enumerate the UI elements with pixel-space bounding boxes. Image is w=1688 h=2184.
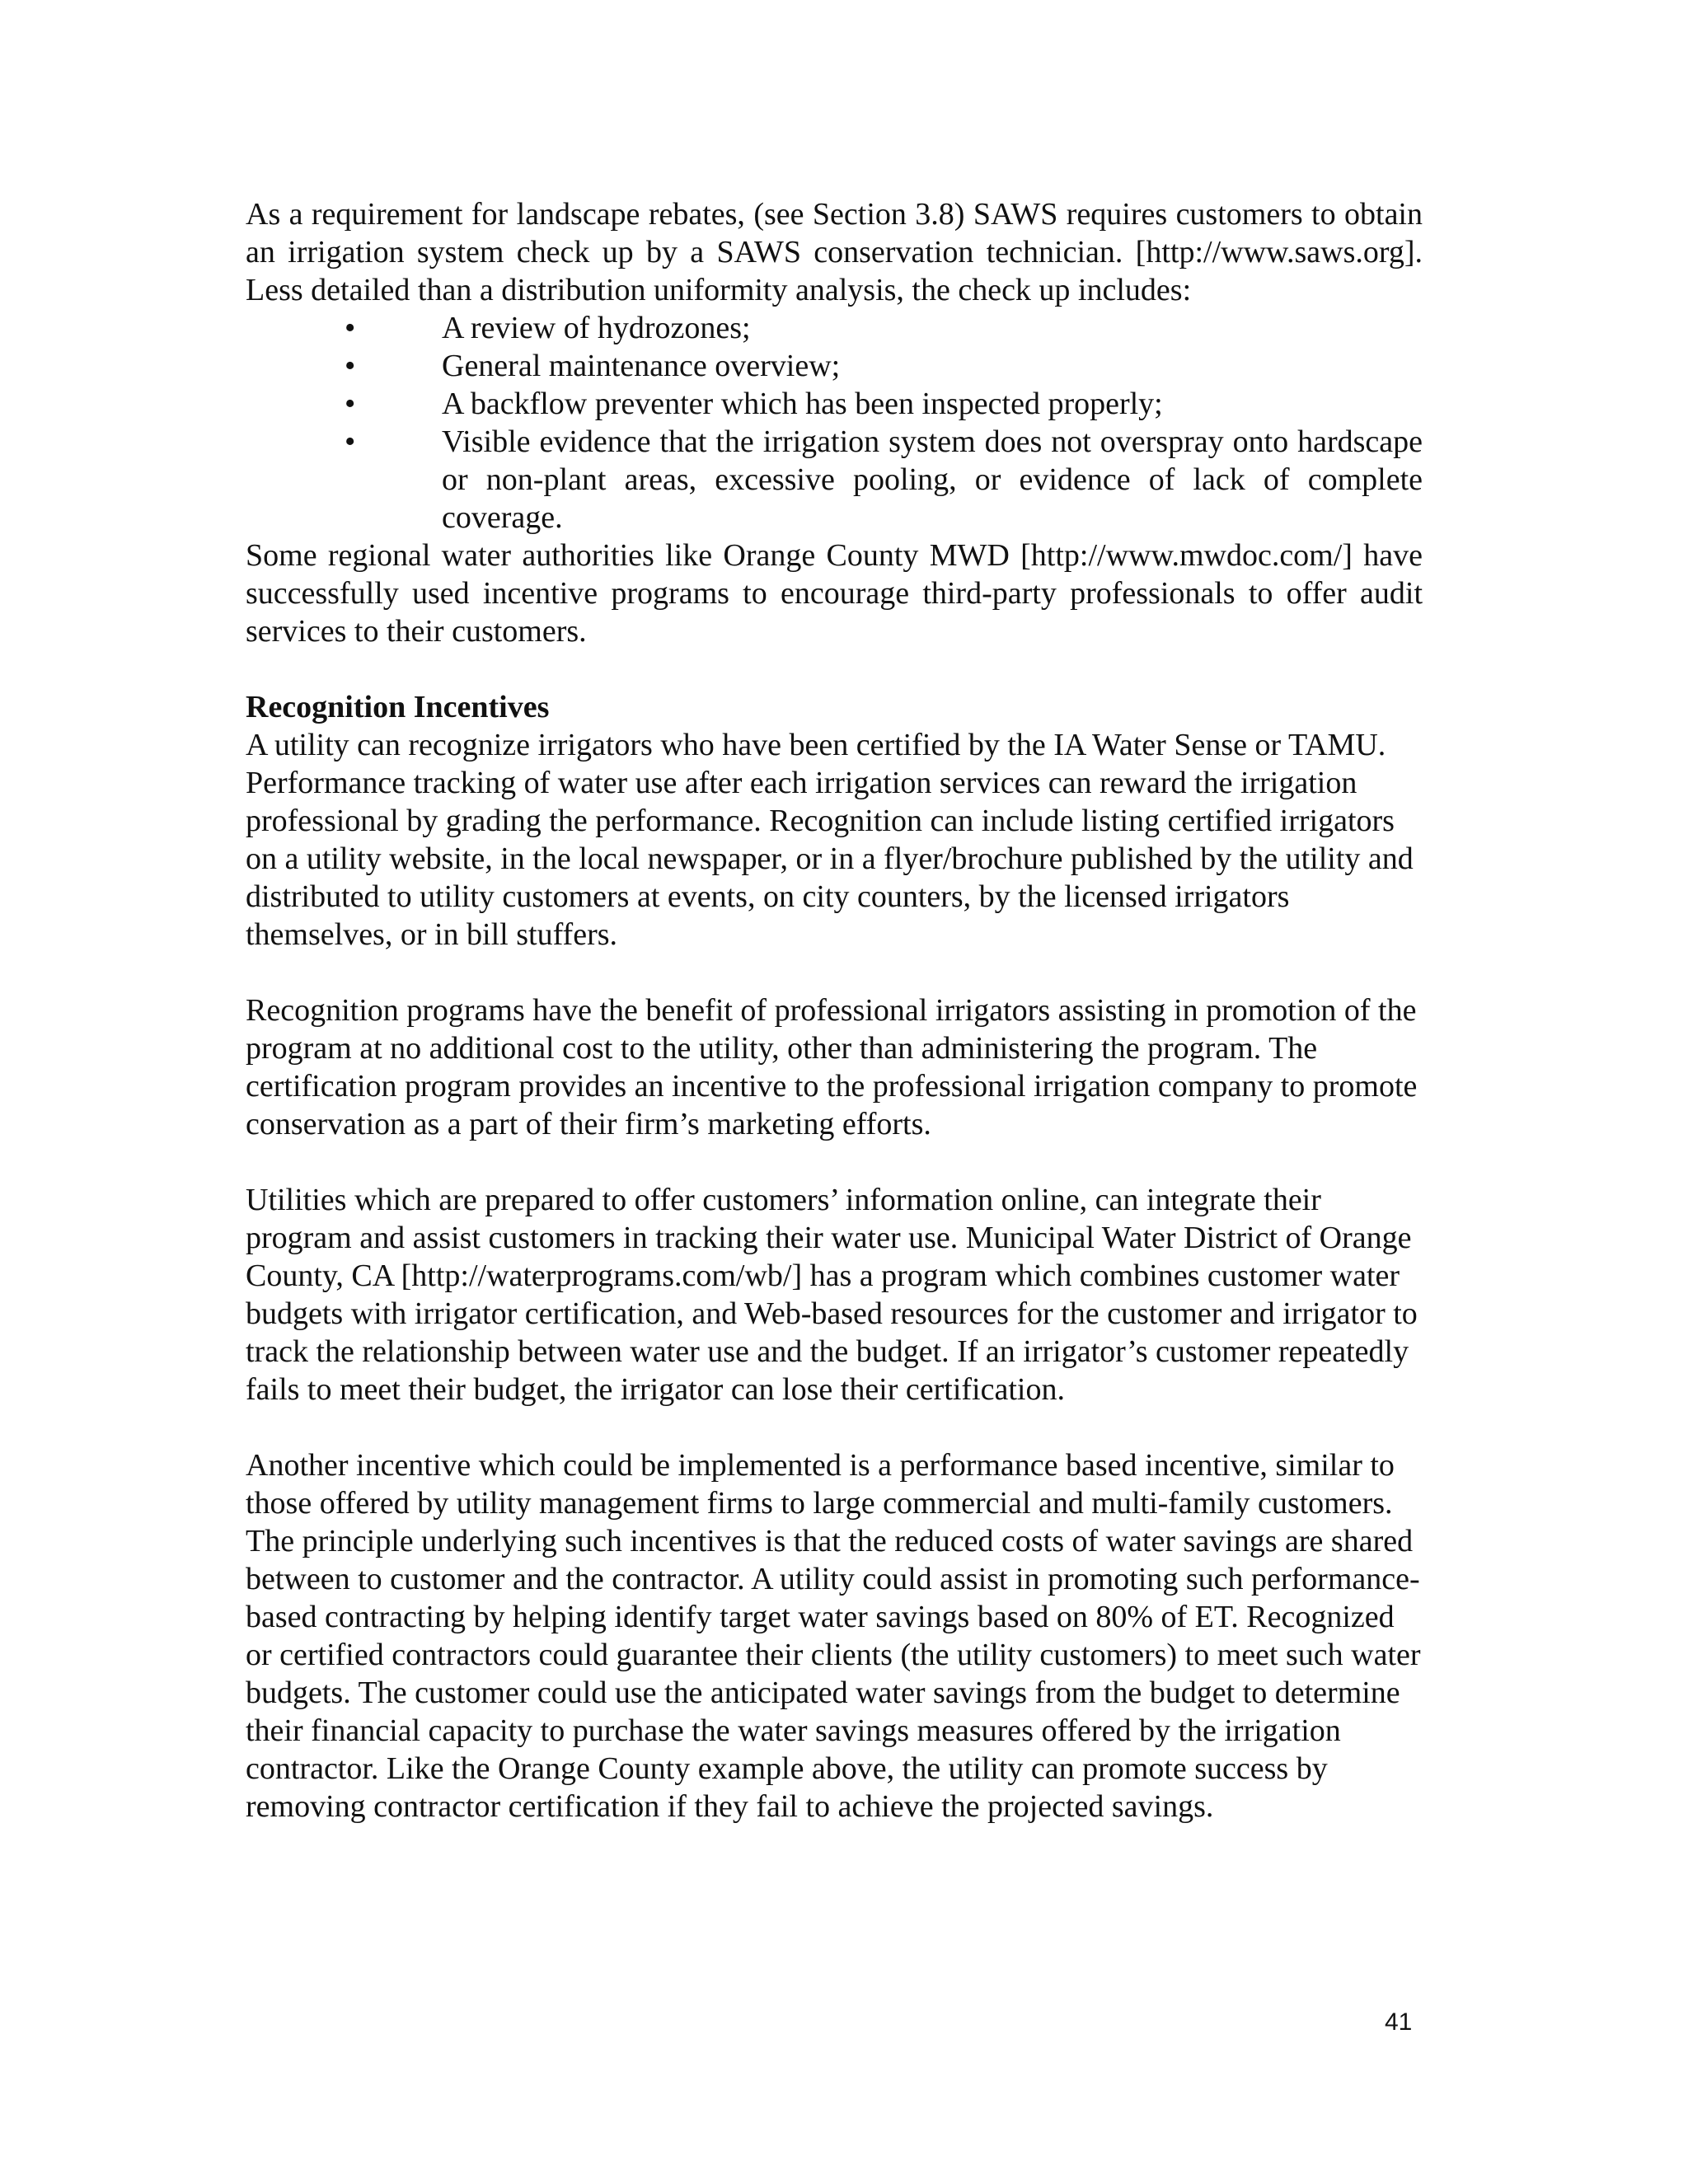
list-item-text: A review of hydrozones; — [442, 311, 751, 345]
list-item — [246, 423, 1423, 537]
section-heading: Recognition Incentives — [246, 690, 550, 724]
list-item — [246, 385, 1423, 423]
body-paragraph: A utility can recognize irrigators who have been certified by the IA Water Sense or TAMU. Performance tracking of water use after each irrigation services can reward the irrigation professional by grading the performance. Recognition can include listing certified irrigators on a utility website, in the local newspaper, or in a flyer/brochure published by the utility and distributed to utility customers at events, on city counters, by the licensed irrigators themselves, or in bill stuffers. — [246, 728, 1414, 952]
page-content — [246, 195, 1423, 1825]
paragraph-spacer — [246, 1408, 1423, 1446]
list-item — [246, 347, 1423, 385]
bullet-icon: • — [345, 311, 356, 345]
list-item-text: A backflow preventer which has been inspected properly; — [442, 387, 1163, 421]
bullet-icon: • — [345, 387, 356, 421]
list-item-text: Visible evidence that the irrigation system does not overspray onto hardscape or non-plant areas, excessive pooling, or evidence of lack of complete coverage. — [442, 424, 1423, 535]
body-paragraph: Utilities which are prepared to offer customers’ information online, can integrate their program and assist customers in tracking their water use. Municipal Water District of Orange County, CA [http://waterprograms.com/wb/] has a program which combines customer water budgets with irrigator certification, and Web-based resources for the customer and irrigator to track the relationship between water use and the budget. If an irrigator’s customer repeatedly fails to meet their budget, the irrigator can lose their certification. — [246, 1183, 1418, 1407]
list-item — [246, 309, 1423, 347]
closing-paragraph: Some regional water authorities like Orange County MWD [http://www.mwdoc.com/] have successfully used incentive programs to encourage third-party professionals to offer audit services to their customers. — [246, 538, 1423, 649]
check-up-list — [246, 309, 1423, 537]
intro-paragraph: As a requirement for landscape rebates, (see Section 3.8) SAWS requires customers to obtain an irrigation system check up by a SAWS conservation technician. [http://www.saws.org]. Less detailed than a distribution uniformity analysis, the check up includes: — [246, 197, 1423, 307]
paragraph-spacer — [246, 650, 1423, 688]
list-item-text: General maintenance overview; — [442, 349, 841, 383]
paragraph-spacer — [246, 954, 1423, 991]
body-paragraph: Another incentive which could be implemented is a performance based incentive, similar to those offered by utility management firms to large commercial and multi-family customers. The principle underlying such incentives is that the reduced costs of water savings are shared between to customer and the contractor. A utility could assist in promoting such performance-based contracting by helping identify target water savings based on 80% of ET. Recognized or certified contractors could guarantee their clients (the utility customers) to meet such water budgets. The customer could use the anticipated water savings from the budget to determine their financial capacity to purchase the water savings measures offered by the irrigation contractor. Like the Orange County example above, the utility can promote success by removing contractor certification if they fail to achieve the projected savings. — [246, 1448, 1421, 1824]
paragraph-spacer — [246, 1143, 1423, 1181]
bullet-icon: • — [345, 424, 356, 459]
page-number: 41 — [1385, 2008, 1413, 2036]
body-paragraph: Recognition programs have the benefit of professional irrigators assisting in promotion of the program at no additional cost to the utility, other than administering the program. The certification program provides an incentive to the professional irrigation company to promote conservation as a part of their firm’s marketing efforts. — [246, 993, 1418, 1141]
bullet-icon: • — [345, 349, 356, 383]
